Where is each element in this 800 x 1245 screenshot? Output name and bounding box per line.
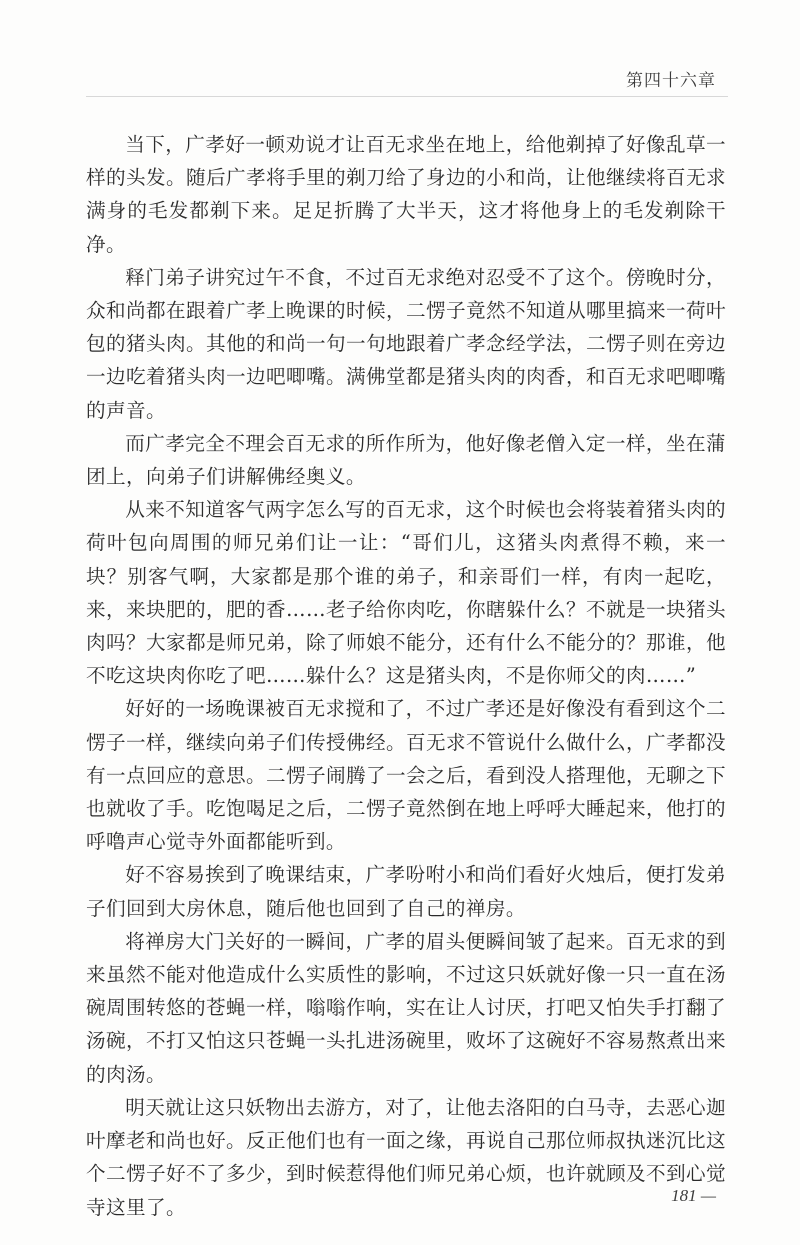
paragraph: 好好的一场晚课被百无求搅和了，不过广孝还是好像没有看到这个二愣子一样，继续向弟子们传授佛经。百无求不管说什么做什么，广孝都没有一点回应的意思。二愣子闹腾了一会之后，看到没人搭理他，无聊之下也就收了手。吃饱喝足之后，二愣子竟然倒在地上呼呼大睡起来，他打的呼噜声心觉寺外面都能听到。: [86, 697, 726, 854]
paragraph: 好不容易挨到了晚课结束，广孝吩咐小和尚们看好火烛后，便打发弟子们回到大房休息，随后他也回到了自己的禅房。: [86, 863, 726, 920]
chapter-header: 第四十六章: [626, 71, 716, 91]
header-divider: [86, 96, 728, 97]
paragraph: 释门弟子讲究过午不食，不过百无求绝对忍受不了这个。傍晚时分，众和尚都在跟着广孝上晚课的时候，二愣子竟然不知道从哪里搞来一荷叶包的猪头肉。其他的和尚一句一句地跟着广孝念经学法，二愣子则在旁边一边吃着猪头肉一边吧唧嘴。满佛堂都是猪头肉的肉香，和百无求吧唧嘴的声音。: [86, 265, 726, 422]
paragraph: 明天就让这只妖物出去游方，对了，让他去洛阳的白马寺，去恶心迦叶摩老和尚也好。反正他们也有一面之缘，再说自己那位师叔执迷沉比这个二愣子好不了多少，到时候惹得他们师兄弟心烦，也许就顾及不到心觉寺这里了。: [86, 1095, 726, 1219]
paragraph: 从来不知道客气两字怎么写的百无求，这个时候也会将装着猪头肉的荷叶包向周围的师兄弟们让一让：“哥们儿，这猪头肉煮得不赖，来一块？别客气啊，大家都是那个谁的弟子，和亲哥们一样，有肉一起吃，来，来块肥的，肥的香……老子给你肉吃，你瞎躲什么？不就是一块猪头肉吗？大家都是师兄弟，除了师娘不能分，还有什么不能分的？那谁，他不吃这块肉你吃了吧……躲什么？这是猪头肉，不是你师父的肉……”: [86, 498, 726, 688]
paragraph: 而广孝完全不理会百无求的所作所为，他好像老僧入定一样，坐在蒲团上，向弟子们讲解佛经奥义。: [86, 431, 726, 489]
paragraph: 当下，广孝好一顿劝说才让百无求坐在地上，给他剃掉了好像乱草一样的头发。随后广孝将手里的剃刀给了身边的小和尚，让他继续将百无求满身的毛发都剃下来。足足折腾了大半天，这才将他身上的毛发剃除干净。: [86, 133, 726, 256]
page-number: 181 —: [671, 1186, 716, 1205]
paragraph: 将禅房大门关好的一瞬间，广孝的眉头便瞬间皱了起来。百无求的到来虽然不能对他造成什么实质性的影响，不过这只妖就好像一只一直在汤碗周围转悠的苍蝇一样，嗡嗡作响，实在让人讨厌，打吧又怕失手打翻了汤碗，不打又怕这只苍蝇一头扎进汤碗里，败坏了这碗好不容易熬煮出来的肉汤。: [86, 929, 726, 1086]
body-text: [86, 128, 726, 1224]
